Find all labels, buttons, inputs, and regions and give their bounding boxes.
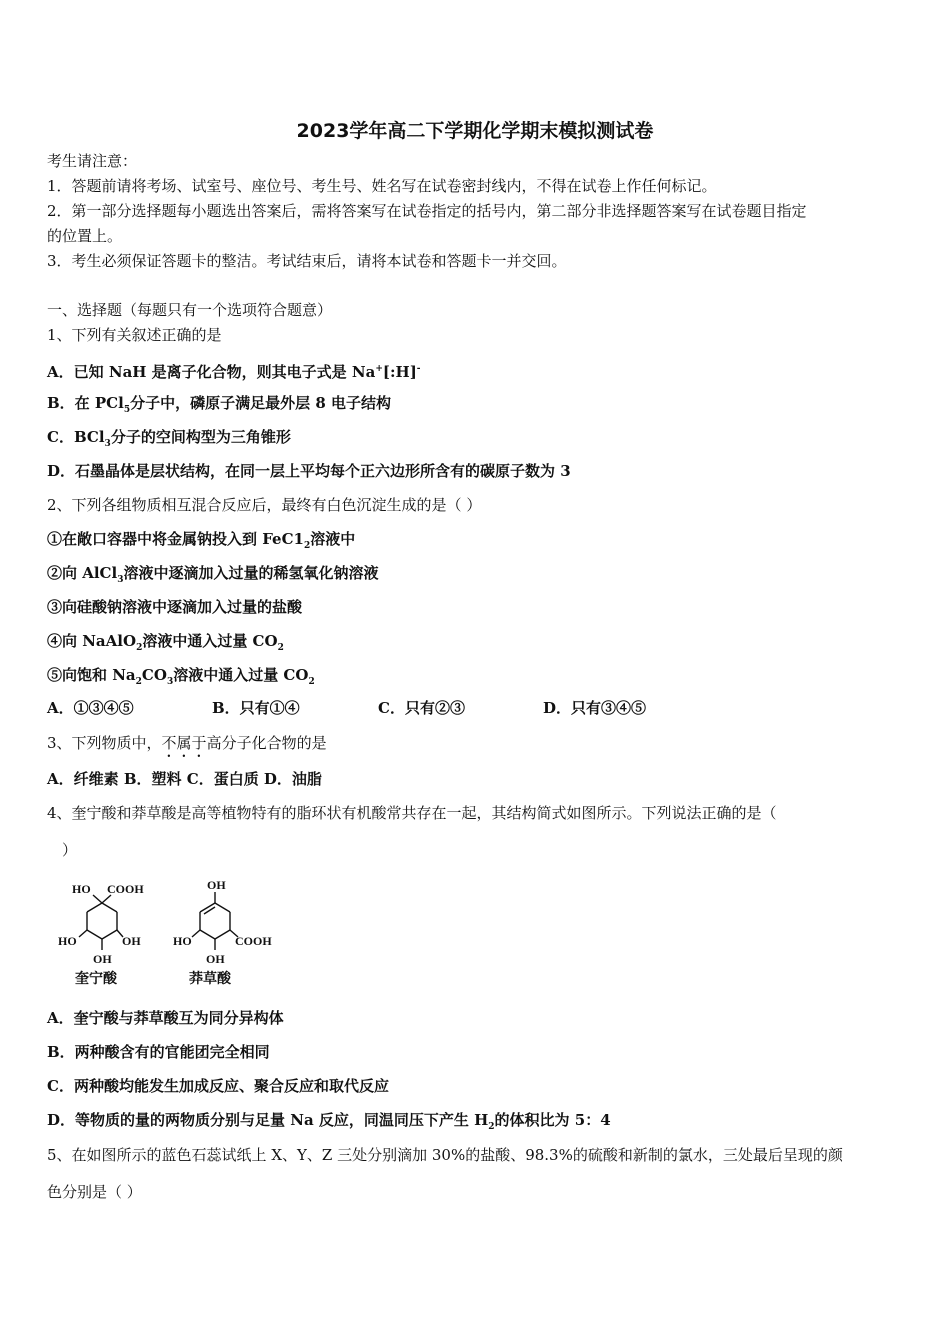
q1-option-b: B．在 PCl$_5$分子中，磷原子满足最外层 8 电子结构 [47,394,391,415]
notice-heading: 考生请注意： [47,152,138,170]
quinic-label-left: HO [58,934,77,948]
shikimic-acid-structure [192,892,238,950]
quinic-label-right: OH [122,934,141,948]
notice-item-3: 3．考生必须保证答题卡的整洁。考试结束后，请将本试卷和答题卡一并交回。 [47,252,567,270]
notice-item-1: 1．答题前请将考场、试室号、座位号、考生号、姓名写在试卷密封线内，不得在试卷上作任何标记。 [47,177,717,195]
q5-stem-cont: 色分别是（ ） [47,1183,142,1201]
quinic-acid-structure [79,895,123,950]
q4-stem: 4、奎宁酸和莽草酸是高等植物特有的脂环状有机酸常共存在一起，其结构简式如图所示。下列说法正确的是（ [47,804,777,822]
q2-option-a: A．①③④⑤ [47,699,134,717]
page-title: 2023学年高二下学期化学期末模拟测试卷 [296,120,654,142]
quinic-label-bottom: OH [93,952,112,966]
q2-option-c: C．只有②③ [378,699,465,717]
q2-item-1: ①在敞口容器中将金属钠投入到 $FeC1_2$溶液中 [47,530,356,551]
q1-option-a: A．已知 NaH 是离子化合物，则其电子式是 Na+[:H]- [47,363,421,381]
q3-stem: 3、下列物质中，不属于高分子化合物的是 [47,734,327,752]
q2-item-5: ⑤向饱和 $Na_2CO_3$溶液中通入过量 $CO_2$ [47,666,315,687]
q1-stem: 1、下列有关叙述正确的是 [47,326,222,344]
quinic-acid-name: 奎宁酸 [75,971,117,987]
q4-structure-figure [55,876,280,991]
notice-item-2-cont: 的位置上。 [47,227,123,245]
quinic-label-top-right: COOH [107,882,144,896]
shikimic-label-left: HO [173,934,192,948]
shikimic-label-top: OH [207,878,226,892]
shikimic-label-bottom: OH [206,952,225,966]
q1-option-d: D．石墨晶体是层状结构，在同一层上平均每个正六边形所含有的碳原子数为 3 [47,462,571,480]
shikimic-label-right: COOH [235,934,272,948]
quinic-label-top-left: HO [72,882,91,896]
q4-option-a: A．奎宁酸与莽草酸互为同分异构体 [47,1009,284,1027]
q5-stem: 5、在如图所示的蓝色石蕊试纸上 X、Y、Z 三处分别滴加 30%的盐酸、98.3%的硫酸和新制的氯水，三处最后呈现的颜 [47,1146,843,1164]
q4-stem-cont: ） [62,841,78,859]
q2-stem: 2、下列各组物质相互混合反应后，最终有白色沉淀生成的是（ ） [47,496,482,514]
shikimic-acid-name: 莽草酸 [189,971,231,987]
q2-item-3: ③向硅酸钠溶液中逐滴加入过量的盐酸 [47,598,303,616]
q2-option-d: D．只有③④⑤ [543,699,647,717]
notice-item-2: 2．第一部分选择题每小题选出答案后，需将答案写在试卷指定的括号内，第二部分非选择题答案写在试卷题目指定 [47,202,807,220]
q4-option-d: D．等物质的量的两物质分别与足量 Na 反应，同温同压下产生 $H_2$的体积比为 5：4 [47,1111,611,1132]
q3-options: A．纤维素 B．塑料 C．蛋白质 D．油脂 [47,770,322,788]
q2-option-b: B．只有①④ [212,699,300,717]
q4-option-c: C．两种酸均能发生加成反应、聚合反应和取代反应 [47,1077,389,1095]
q2-item-2: ②向 AlCl$_3$溶液中逐滴加入过量的稀氢氧化钠溶液 [47,564,379,585]
q4-option-b: B．两种酸含有的官能团完全相同 [47,1043,270,1061]
section-heading: 一、选择题（每题只有一个选项符合题意） [47,301,333,319]
q2-item-4: ④向 NaAlO$_2$溶液中通入过量 $CO_2$ [47,632,284,653]
q1-option-c: C．BCl$_3$分子的空间构型为三角锥形 [47,428,291,449]
